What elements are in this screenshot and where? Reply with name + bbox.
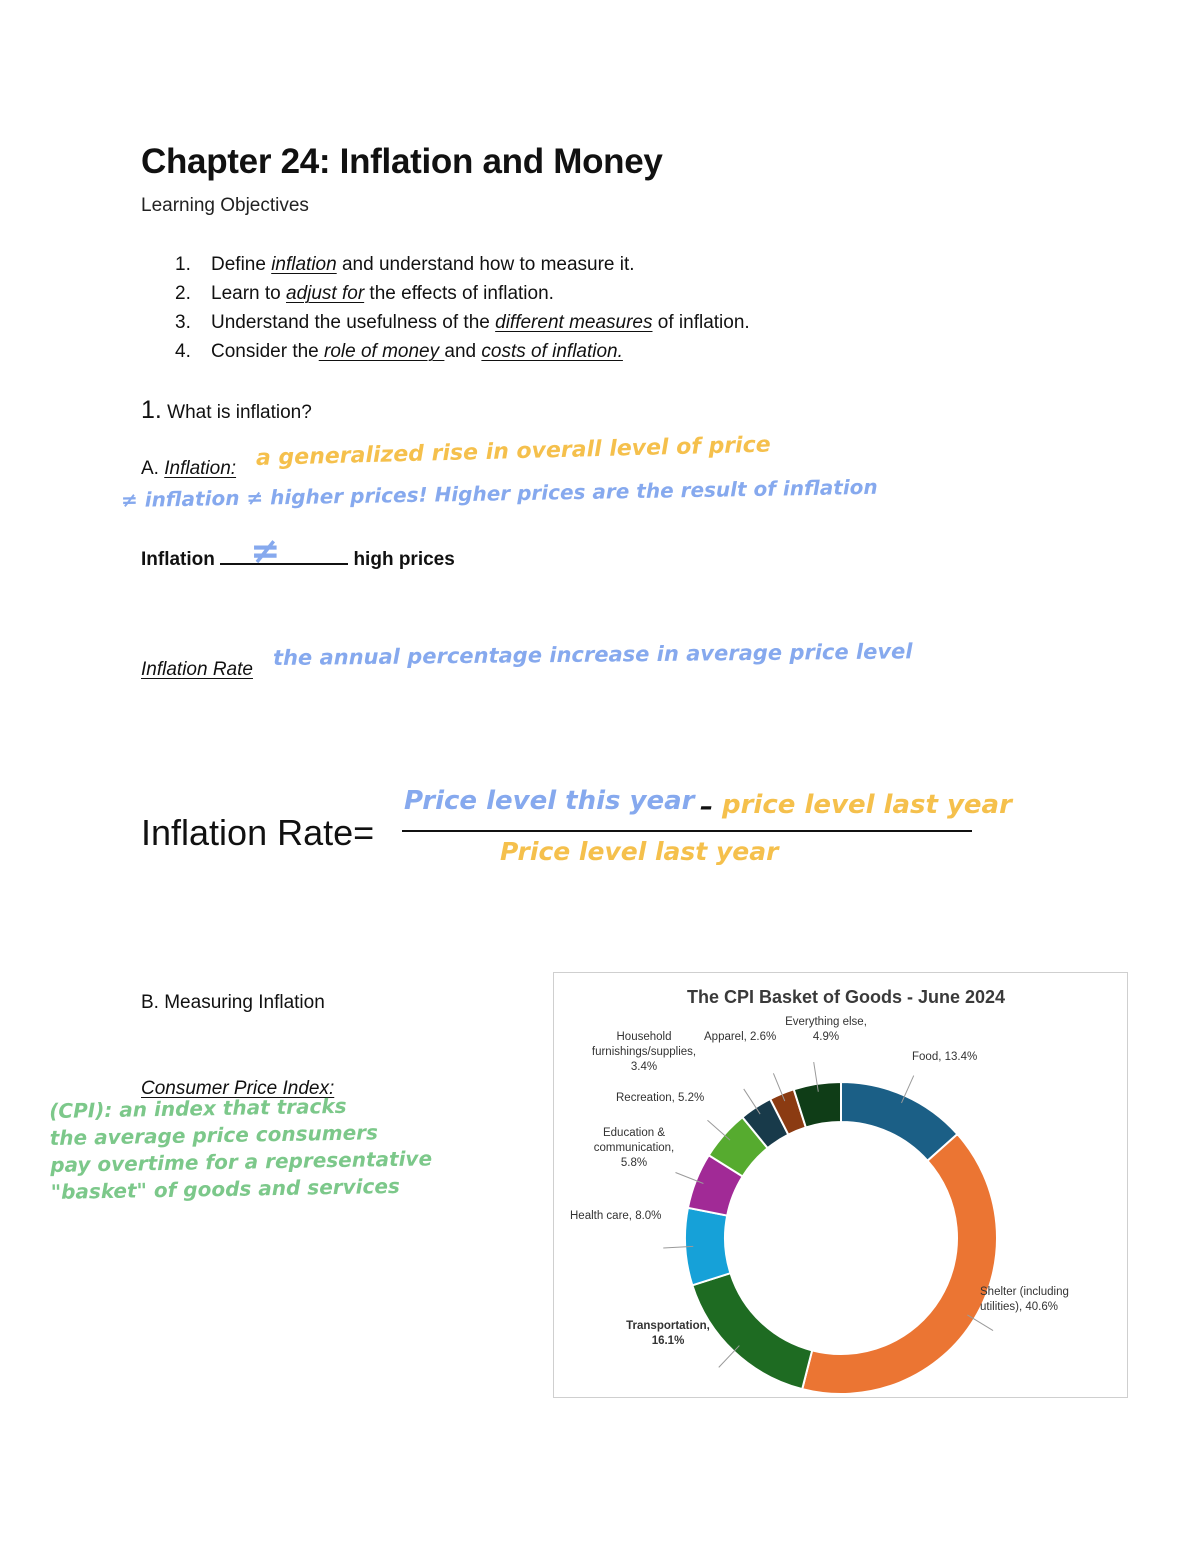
objective-keyword: different measures	[495, 312, 653, 333]
leader-line	[719, 1346, 740, 1368]
question-text: What is inflation?	[161, 402, 312, 423]
objective-text: and	[444, 341, 482, 362]
objective-text: the effects of inflation.	[364, 283, 554, 304]
objective-item	[175, 337, 750, 366]
objective-keyword: adjust for	[286, 283, 365, 304]
objective-text: Understand the usefulness of the	[211, 312, 496, 333]
handwritten-price-level-this-year: Price level this year	[404, 786, 695, 816]
handwritten-cpi-definition	[49, 1091, 433, 1206]
donut-chart-svg	[554, 973, 1127, 1397]
cpi-answer-line: (CPI): an index that tracks	[49, 1093, 347, 1124]
cpi-term: Consumer Price Index:	[141, 1078, 335, 1099]
objectives-list	[175, 250, 750, 366]
handwritten-inflation-definition: a generalized rise in overall level of price	[255, 432, 771, 471]
inequality-blank	[220, 531, 348, 572]
cpi-answer-line: the average price consumers	[49, 1120, 379, 1151]
section-a-prefix: A.	[141, 458, 165, 479]
slice-label: Food, 13.4%	[912, 1051, 978, 1063]
objective-text: Learn to	[211, 283, 286, 304]
handwritten-price-level-last-year: price level last year	[722, 790, 1012, 820]
handwritten-denominator: Price level last year	[500, 837, 779, 866]
handwritten-inflation-rate-definition: the annual percentage increase in average price level	[272, 639, 913, 670]
objective-item	[175, 279, 750, 308]
cpi-basket-chart	[553, 972, 1128, 1398]
slice-label: Shelter (including utilities), 40.6%	[980, 1286, 1069, 1313]
objective-keyword: costs of inflation.	[481, 341, 623, 362]
objective-keyword: role of money	[318, 341, 445, 362]
objective-text: and understand how to measure it.	[336, 254, 635, 275]
slice-label: Transportation, 16.1%	[626, 1320, 710, 1347]
handwritten-not-equal-sign: ≠	[250, 531, 281, 572]
cpi-answer-line: "basket" of goods and services	[50, 1173, 401, 1204]
handwritten-inflation-note: ≠ inflation ≠ higher prices! Higher prices are the result of inflation	[120, 474, 878, 512]
chart-title: The CPI Basket of Goods - June 2024	[686, 987, 1006, 1007]
leader-line	[707, 1120, 730, 1140]
objective-number: 3.	[175, 312, 191, 333]
objective-keyword: inflation	[271, 254, 337, 275]
inflation-rate-term: Inflation Rate	[141, 659, 253, 680]
page-title: Chapter 24: Inflation and Money	[141, 142, 663, 181]
learning-objectives-heading: Learning Objectives	[141, 195, 309, 216]
question-number: 1.	[141, 396, 162, 424]
slice-label: Household furnishings/supplies, 3.4%	[591, 1031, 697, 1073]
question-what-is-inflation	[141, 396, 312, 425]
slice-label: Everything else, 4.9%	[785, 1016, 867, 1043]
objective-text: Consider the	[211, 341, 319, 362]
donut-slice	[802, 1134, 997, 1394]
objective-number: 4.	[175, 341, 191, 362]
slice-label: Education & communication, 5.8%	[593, 1127, 675, 1169]
objective-text: of inflation.	[652, 312, 750, 333]
formula-label: Inflation Rate=	[141, 812, 375, 853]
slice-label: Health care, 8.0%	[570, 1210, 662, 1222]
inequality-left: Inflation	[141, 549, 215, 570]
donut-slice	[692, 1273, 812, 1389]
fraction-bar	[402, 830, 972, 832]
inflation-term: Inflation:	[164, 458, 237, 479]
cpi-answer-line: pay overtime for a representative	[50, 1146, 433, 1177]
inflation-definition-row	[141, 458, 236, 480]
inequality-right: high prices	[353, 549, 455, 570]
objective-item	[175, 250, 750, 279]
objective-number: 1.	[175, 254, 191, 275]
inflation-vs-prices-statement	[141, 531, 455, 572]
measuring-inflation-heading: B. Measuring Inflation	[141, 992, 325, 1013]
slice-label: Apparel, 2.6%	[704, 1031, 777, 1043]
objective-number: 2.	[175, 283, 191, 304]
objective-item	[175, 308, 750, 337]
handwritten-minus-sign: –	[700, 792, 713, 822]
objective-text: Define	[211, 254, 272, 275]
slice-label: Recreation, 5.2%	[616, 1092, 705, 1104]
